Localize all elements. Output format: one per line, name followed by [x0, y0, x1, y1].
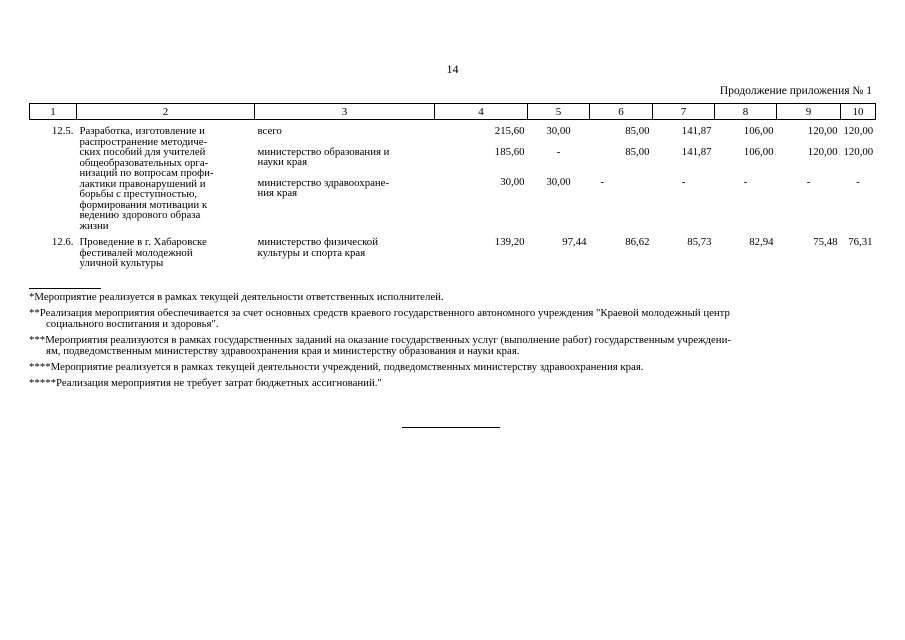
executor-line: науки края [257, 156, 308, 168]
value-cell: 106,00 106,00 - [743, 125, 774, 188]
footnote-text: ***Мероприятия реализуются в рамках государственных заданий на оказание государственных услуг (выполнение работ) государственным учреждени- [29, 334, 731, 346]
executor-cell [255, 126, 435, 231]
name-line: ских пособий для учителей [79, 146, 206, 158]
executor-line: министерство здравоохране- [257, 176, 390, 189]
table-header-row [30, 104, 876, 120]
footnote [29, 308, 875, 330]
column-header: 3 [255, 104, 435, 120]
footnote [29, 292, 875, 303]
footnote-text: **Реализация мероприятия обеспечивается за счет основных средств краевого государственного автономного учреждения "Краевой молодежный центр [29, 307, 730, 319]
name-line: жизни [79, 219, 109, 232]
value-cell: 139,20 [494, 236, 525, 248]
table-row [30, 126, 876, 231]
column-header: 2 [77, 104, 255, 120]
name-line: уличной культуры [79, 257, 164, 269]
value-cell: 97,44 [562, 236, 587, 248]
column-header: 10 [841, 104, 876, 120]
executor-line: министерство образования и [257, 145, 390, 158]
column-header: 5 [528, 104, 590, 120]
name-line: борьбы с преступностью, [79, 188, 198, 200]
footnote-text: *Мероприятие реализуется в рамках текущей деятельности ответственных исполнителей. [29, 291, 444, 303]
value-cell: 120,00 120,00 - [843, 125, 874, 188]
value-cell: 85,00 85,00 - [600, 125, 650, 188]
activity-name [77, 237, 255, 269]
table-row [30, 237, 876, 269]
footnote-continuation: социального воспитания и здоровья". [46, 318, 219, 330]
name-line: низаций по вопросам профи- [79, 167, 214, 179]
column-header: 8 [715, 104, 777, 120]
activity-name [77, 126, 255, 231]
value-cell: 82,94 [749, 236, 774, 248]
name-line: формирования мотивации к [79, 198, 208, 211]
executor-cell [255, 237, 435, 269]
column-header: 4 [435, 104, 528, 120]
name-line: фестивалей молодежной [79, 246, 193, 259]
value-cell: 120,00 120,00 - [806, 125, 838, 188]
footnote [29, 362, 875, 373]
value-cell: 141,87 141,87 - [681, 125, 712, 188]
column-header: 9 [777, 104, 841, 120]
name-line: ведению здорового образа [79, 209, 201, 221]
value-cell: 85,73 [687, 236, 712, 248]
value-cell: 30,00 - 30,00 [546, 125, 571, 188]
row-index: 12.6. [51, 236, 74, 248]
name-line: лактики правонарушений и [79, 177, 206, 190]
continuation-label: Продолжение приложения № 1 [719, 85, 872, 97]
footnote-text: *****Реализация мероприятия не требует затрат бюджетных ассигнований." [29, 377, 382, 389]
name-line: распространение методиче- [79, 135, 208, 148]
page-number: 14 [446, 62, 459, 76]
executor-line: всего [257, 125, 282, 137]
footnote [29, 335, 875, 357]
column-header: 6 [590, 104, 653, 120]
executor-line: министерство физической [257, 236, 378, 248]
row-index: 12.5. [51, 125, 74, 137]
name-line: Разработка, изготовление и [79, 125, 205, 137]
footnote-divider [29, 288, 101, 289]
footnote-text: ****Мероприятие реализуется в рамках текущей деятельности учреждений, подведомственных министерству здравоохранения края. [29, 361, 644, 373]
footnote-continuation: ям, подведомственным министерству здравоохранения края и министерству образования и науки края. [46, 345, 520, 357]
end-divider [402, 427, 500, 428]
appendix-table [29, 103, 876, 269]
column-header: 7 [653, 104, 715, 120]
column-header: 1 [30, 104, 77, 120]
value-cell: 86,62 [625, 236, 650, 248]
executor-line: ния края [257, 187, 298, 199]
value-cell: 215,60 185,60 30,00 [494, 125, 525, 188]
value-cell: 76,31 [848, 236, 873, 248]
footnote [29, 378, 875, 389]
name-line: Проведение в г. Хабаровске [79, 236, 207, 248]
footnotes [29, 292, 875, 394]
executor-line: культуры и спорта края [257, 246, 366, 259]
value-cell: 75,48 [813, 236, 838, 248]
name-line: общеобразовательных орга- [79, 156, 209, 169]
